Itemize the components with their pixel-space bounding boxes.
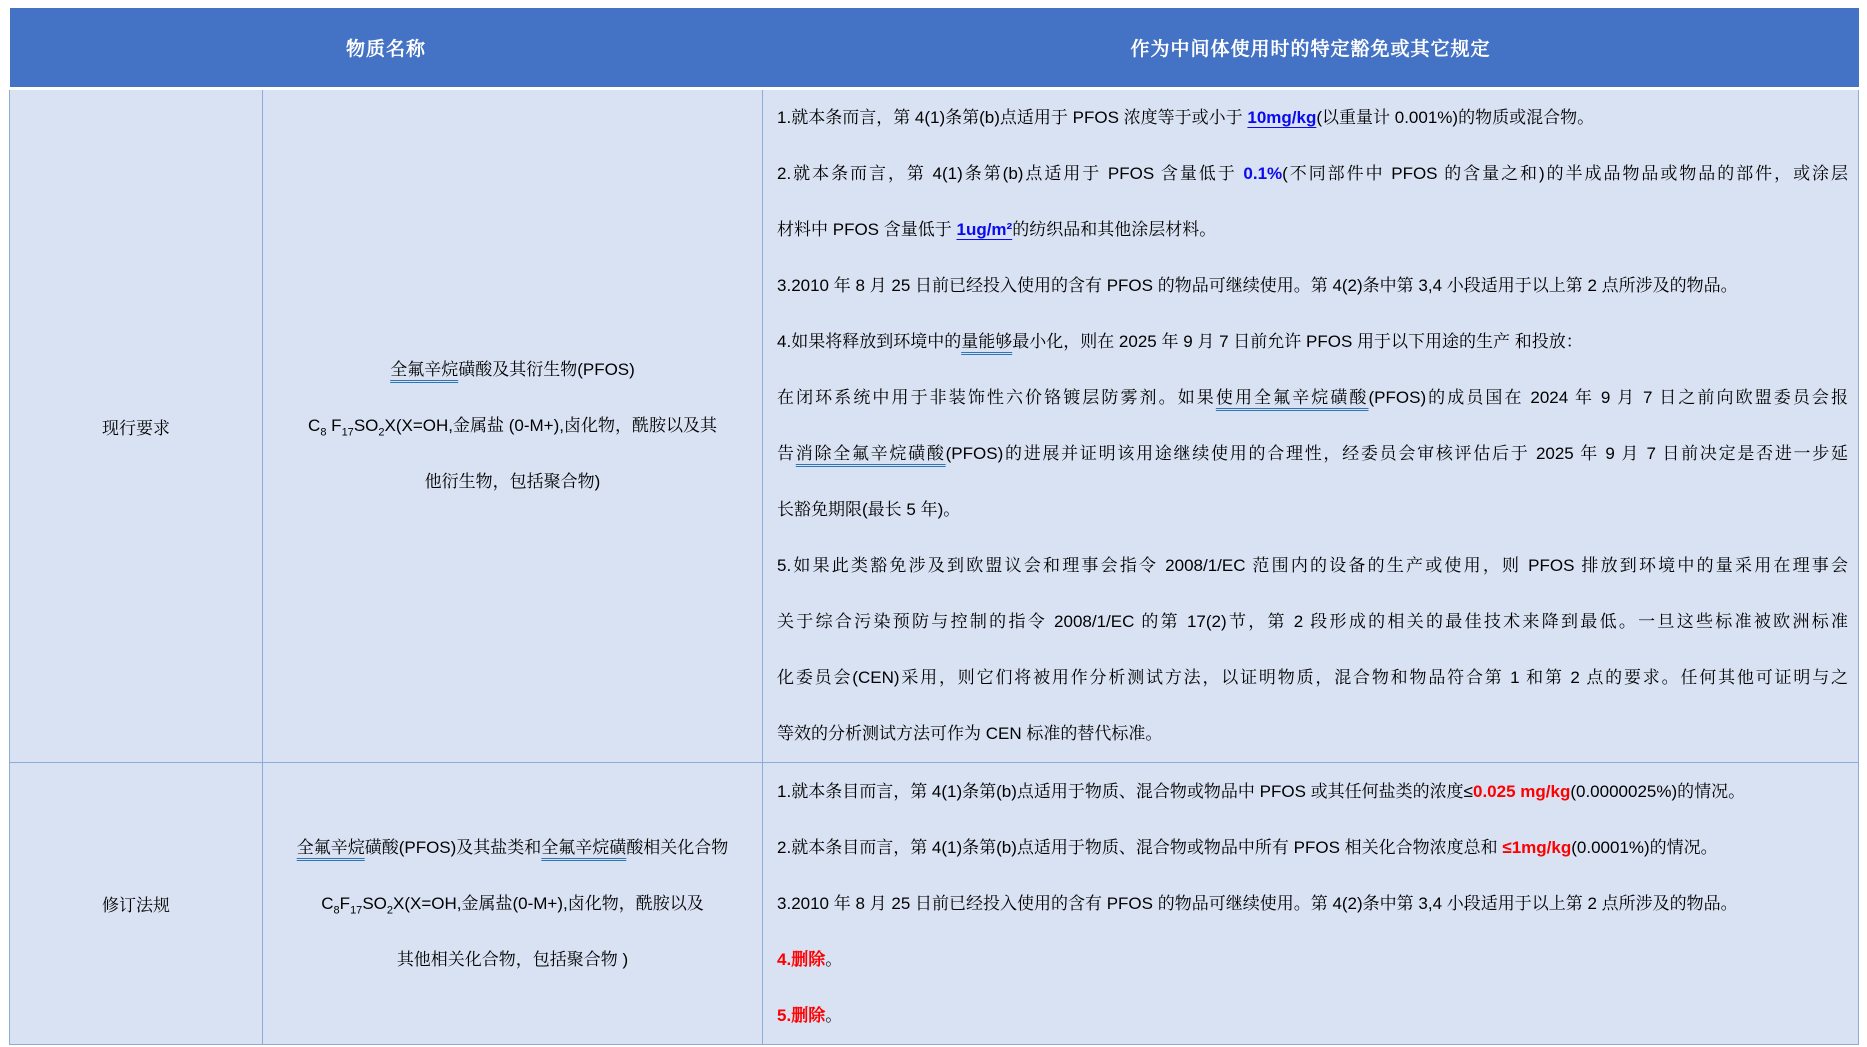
text-segment: 17	[350, 903, 363, 916]
table-row	[10, 763, 1859, 1045]
text-segment: 4.如果将释放到环境中的	[777, 332, 962, 351]
text-line	[263, 454, 762, 510]
text-segment: 使用全氟辛烷磺酸	[1215, 388, 1369, 407]
text-line	[777, 202, 1848, 258]
text-line	[777, 594, 1848, 650]
text-line	[263, 342, 762, 398]
text-segment: 化委员会(CEN)采用，则它们将被用作分析测试方法，以证明物质，混合物和物品符合第 1 和第 2 点的要求。任何其他可证明与之	[777, 668, 1849, 687]
text-line	[777, 258, 1848, 314]
text-segment: 3.2010 年 8 月 25 日前已经投入使用的含有 PFOS 的物品可继续使用。第 4(2)条中第 3,4 小段适用于以上第 2 点所涉及的物品。	[777, 276, 1738, 295]
provisions-cell	[763, 763, 1859, 1045]
text-segment: 磺酸(PFOS)及其盐类和	[364, 837, 542, 857]
text-line	[777, 932, 1848, 988]
text-segment: 消除全氟辛烷磺酸	[795, 444, 946, 463]
text-segment: 量能够	[961, 332, 1013, 351]
text-segment: 8	[333, 903, 340, 916]
text-segment: X(X=OH,金属盐 (0-M+),卤化物，酰胺以及其	[384, 416, 717, 435]
text-segment: SO	[362, 893, 387, 913]
text-segment: (0.0001%)的情况。	[1571, 837, 1718, 857]
text-segment: 1ug/m²	[956, 220, 1013, 239]
text-segment: 全氟辛烷磺	[541, 837, 627, 857]
text-segment: 1.就本条而言，第 4(1)条第(b)点适用于 PFOS 浓度等于或小于	[777, 108, 1248, 127]
text-line	[777, 764, 1848, 820]
header-exemption: 作为中间体使用时的特定豁免或其它规定	[763, 8, 1859, 89]
text-segment: 酸相关化合物	[626, 837, 729, 857]
text-segment: 8	[320, 426, 327, 439]
text-segment: 材料中 PFOS 含量低于	[777, 220, 957, 239]
text-segment: X(X=OH,金属盐(0-M+),卤化物，酰胺以及	[393, 893, 704, 913]
text-segment: 0.025 mg/kg	[1473, 781, 1571, 801]
text-line	[777, 706, 1848, 762]
text-segment: 。	[825, 949, 843, 969]
text-segment: 他衍生物，包括聚合物)	[424, 472, 601, 491]
text-segment: 1.就本条目而言，第 4(1)条第(b)点适用于物质、混合物或物品中 PFOS 或其任何盐类的浓度≤	[777, 781, 1473, 801]
text-segment: (PFOS)的成员国在 2024 年 9 月 7 日之前向欧盟委员会报	[1368, 388, 1849, 407]
table-row	[10, 89, 1859, 763]
text-segment: 2	[378, 426, 385, 439]
text-segment: 2.就本条而言，第 4(1)条第(b)点适用于 PFOS 含量低于	[777, 164, 1244, 183]
row-label-cell	[10, 89, 263, 763]
text-line	[777, 538, 1848, 594]
text-segment: C	[308, 416, 321, 435]
text-segment: 长豁免期限(最长 5 年)。	[777, 500, 961, 519]
text-segment: (不同部件中 PFOS 的含量之和)的半成品物品或物品的部件，或涂层	[1282, 164, 1848, 183]
text-segment: (0.0000025%)的情况。	[1570, 781, 1746, 801]
text-segment: ≤1mg/kg	[1502, 837, 1572, 857]
text-segment: 磺酸及其衍生物(PFOS)	[458, 360, 635, 379]
text-segment: 全氟辛烷	[296, 837, 365, 857]
text-line	[777, 314, 1848, 370]
text-segment: (PFOS)的进展并证明该用途继续使用的合理性，经委员会审核评估后于 2025 年 9 月 7 日前决定是否进一步延	[945, 444, 1849, 463]
text-line	[777, 370, 1848, 426]
text-segment: 10mg/kg	[1247, 108, 1317, 127]
text-segment: 关于综合污染预防与控制的指令 2008/1/EC 的第 17(2)节，第 2 段形成的相关的最佳技术来降到最低。一旦这些标准被欧洲标准	[777, 612, 1849, 631]
regulation-table-container	[9, 8, 1859, 1045]
substance-cell	[263, 89, 763, 763]
text-segment: (以重量计 0.001%)的物质或混合物。	[1316, 108, 1595, 127]
text-segment: 4.删除	[777, 949, 826, 969]
text-line	[777, 426, 1848, 482]
text-segment: 0.1%	[1243, 164, 1283, 183]
row-label-cell	[10, 763, 263, 1045]
text-segment: SO	[353, 416, 379, 435]
text-line	[777, 876, 1848, 932]
text-segment: 3.2010 年 8 月 25 日前已经投入使用的含有 PFOS 的物品可继续使用。第 4(2)条中第 3,4 小段适用于以上第 2 点所涉及的物品。	[777, 893, 1738, 913]
text-line	[263, 820, 762, 876]
header-row	[10, 8, 1859, 89]
text-line	[777, 146, 1848, 202]
header-substance-name: 物质名称	[10, 8, 763, 89]
text-segment: 告	[777, 444, 796, 463]
regulation-table	[9, 8, 1859, 1045]
table-body	[10, 89, 1859, 1045]
text-segment: 。	[825, 1005, 843, 1025]
text-line	[777, 482, 1848, 538]
row-label: 现行要求	[102, 418, 170, 438]
text-line	[263, 876, 762, 932]
text-segment: 的纺织品和其他涂层材料。	[1012, 220, 1217, 239]
text-line	[263, 398, 762, 454]
text-segment: 在闭环系统中用于非装饰性六价铬镀层防雾剂。如果	[777, 388, 1216, 407]
text-segment: 全氟辛烷	[390, 360, 459, 379]
text-line	[777, 820, 1848, 876]
substance-cell	[263, 763, 763, 1045]
text-segment: C	[321, 893, 334, 913]
text-segment: 5.删除	[777, 1005, 826, 1025]
text-segment: 2	[386, 903, 393, 916]
text-segment: F	[326, 416, 342, 435]
text-segment: 最小化，则在 2025 年 9 月 7 日前允许 PFOS 用于以下用途的生产 和投放：	[1012, 332, 1583, 351]
text-segment: 5.如果此类豁免涉及到欧盟议会和理事会指令 2008/1/EC 范围内的设备的生产或使用，则 PFOS 排放到环境中的量采用在理事会	[777, 556, 1849, 575]
text-line	[263, 932, 762, 988]
text-line	[777, 988, 1848, 1044]
text-segment: 等效的分析测试方法可作为 CEN 标准的替代标准。	[777, 724, 1163, 743]
text-line	[777, 90, 1848, 146]
provisions-cell	[763, 89, 1859, 763]
row-label: 修订法规	[102, 896, 170, 915]
text-line	[777, 650, 1848, 706]
text-segment: 2.就本条目而言，第 4(1)条第(b)点适用于物质、混合物或物品中所有 PFOS 相关化合物浓度总和	[777, 837, 1503, 857]
text-segment: 17	[341, 426, 354, 439]
text-segment: F	[339, 893, 351, 913]
text-segment: 其他相关化合物，包括聚合物 )	[396, 949, 629, 969]
